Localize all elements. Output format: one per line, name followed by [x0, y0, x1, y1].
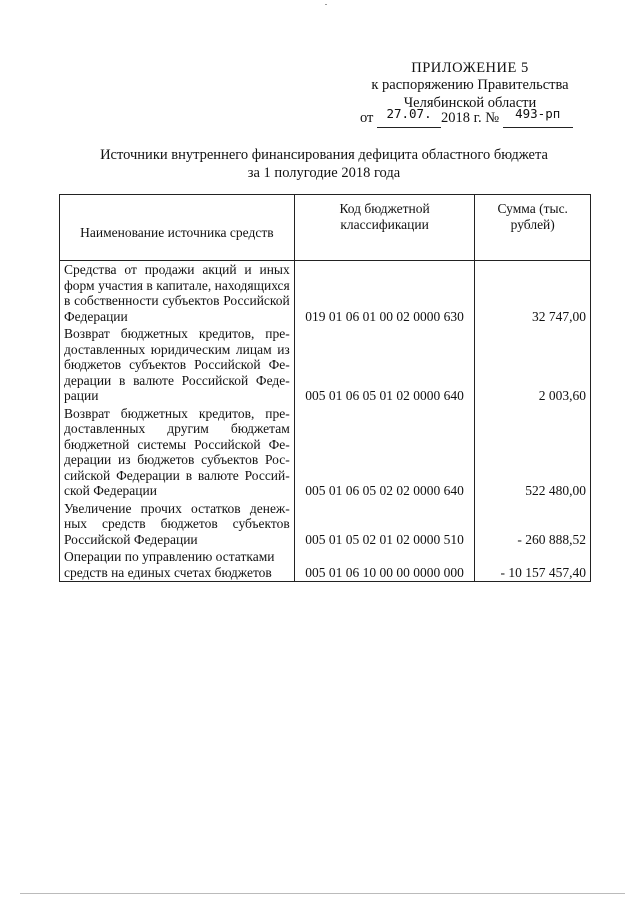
date-suffix: 2018 г. № [441, 110, 500, 126]
header-source-name: Наименование источника средств [60, 195, 295, 261]
row-budget-code: 005 01 06 05 01 02 0000 640 [294, 325, 475, 405]
order-number: 493-рп [515, 106, 561, 121]
row-sum: - 260 888,52 [475, 500, 591, 549]
scan-speck [325, 4, 327, 5]
appendix-line-order: к распоряжению Правительства [371, 77, 569, 93]
document-title-line1: Источники внутреннего финансирования дефицита областного бюджета [100, 147, 548, 163]
row-sum: 2 003,60 [475, 325, 591, 405]
table-row [60, 500, 591, 549]
table-row [60, 548, 591, 582]
row-source-name: Возврат бюджетных кредитов, предоставленных юридическим лицам из бюджетов субъектов Российской Федерации в валюте Российской Федерации [60, 325, 295, 405]
row-source-name: Увеличение прочих остатков денежных средств бюджетов субъектов Российской Федерации [60, 500, 295, 549]
appendix-title: ПРИЛОЖЕНИЕ 5 [411, 60, 529, 76]
order-date-line [360, 106, 573, 128]
document-title [60, 146, 588, 182]
appendix-line-region: Челябинской области [403, 95, 537, 111]
table-row [60, 261, 591, 326]
row-source-name: Средства от продажи акций и иных форм участия в капитале, находящихся в собственности субъектов Российской Федерации [60, 261, 295, 326]
row-source-name: Возврат бюджетных кредитов, предоставленных другим бюджетам бюджетной системы Российской Федерации из бюджетов субъектов Российской Федерации в валюте Российской Федерации [60, 405, 295, 500]
row-source-name: Операции по управлению остатками средств на единых счетах бюджетов [60, 548, 295, 582]
header-budget-code: Код бюджетной классификации [294, 195, 475, 261]
appendix-header [330, 60, 610, 112]
row-sum: 32 747,00 [475, 261, 591, 326]
financing-sources-table [59, 194, 591, 582]
order-number-field [503, 106, 573, 128]
table-row [60, 405, 591, 500]
document-title-line2: за 1 полугодие 2018 года [247, 165, 401, 181]
row-sum: - 10 157 457,40 [475, 548, 591, 582]
row-budget-code: 005 01 05 02 01 02 0000 510 [294, 500, 475, 549]
date-value-field [377, 106, 441, 128]
date-value: 27.07. [386, 106, 432, 121]
table-row [60, 325, 591, 405]
row-budget-code: 005 01 06 10 00 00 0000 000 [294, 548, 475, 582]
header-sum: Сумма (тыс. рублей) [475, 195, 591, 261]
date-prefix: от [360, 110, 374, 126]
table-header-row [60, 195, 591, 261]
row-budget-code: 019 01 06 01 00 02 0000 630 [294, 261, 475, 326]
row-sum: 522 480,00 [475, 405, 591, 500]
row-budget-code: 005 01 06 05 02 02 0000 640 [294, 405, 475, 500]
page-bottom-rule [20, 893, 625, 894]
